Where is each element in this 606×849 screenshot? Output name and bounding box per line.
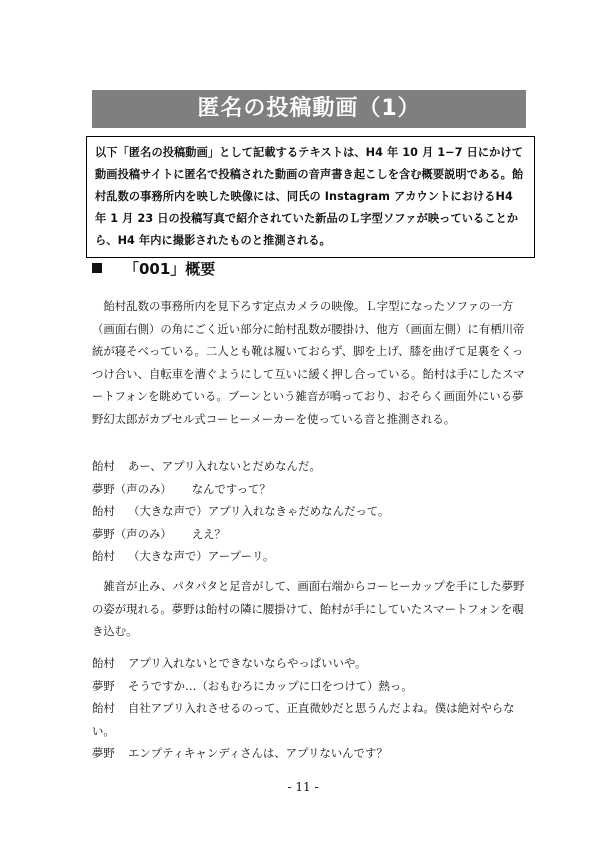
line-text: （大きな声で）アプリ入れなきゃだめなんだって。 — [128, 504, 390, 519]
line-text: エンプティキャンディさんは、アプリないんです？ — [128, 746, 388, 761]
line-text: なんですって？ — [191, 481, 271, 496]
speaker: 飴村 — [92, 504, 115, 519]
speaker: 夢野 — [92, 746, 115, 761]
body-paragraph-1 — [92, 295, 526, 431]
square-bullet-icon — [92, 263, 102, 273]
page-number: - 11 - — [287, 780, 319, 794]
paragraph-text: 雑音が止み、パタパタと足音がして、画面右端からコーヒーカップを手にした夢野の姿が現れる。夢野は飴村の隣に腰掛けて、飴村が手にしていたスマートフォンを覗き込む。 — [92, 579, 525, 639]
dialog-line — [92, 742, 526, 765]
dialog-line — [92, 523, 526, 546]
section-heading — [92, 258, 215, 280]
page-title: 匿名の投稿動画（1） — [92, 90, 526, 128]
speaker: 飴村 — [92, 701, 115, 716]
summary-box — [86, 136, 535, 258]
dialog-line — [92, 652, 526, 675]
summary-text: 以下「匿名の投稿動画」として記載するテキストは、H4 年 10 月 1−7 日にかけて動画投稿サイトに匿名で投稿された動画の音声書き起こしを含む概要説明である。飴村乱数の事務所内を映した映像には、同氏の Instagram アカウントにおけるH4 年 1 月 23 日の投稿写真で紹介されていた新品のＬ字型ソファが映っていることから、H4 年内に撮影されたものと推測される。 — [95, 146, 524, 247]
line-text: そうですか…（おもむろにカップに口をつけて）熱っ。 — [128, 678, 413, 693]
line-text: ええ？ — [191, 526, 226, 541]
dialog-line — [92, 675, 526, 698]
speaker: 飴村 — [92, 459, 115, 473]
dialog-line — [92, 545, 526, 568]
speaker: 夢野（声のみ） — [92, 526, 172, 541]
section-heading-text: 「001」概要 — [124, 260, 216, 278]
line-text: アプリ入れないとできないならやっぱいいや。 — [128, 656, 367, 670]
dialog-line — [92, 500, 526, 523]
dialog-line — [92, 478, 526, 501]
speaker: 飴村 — [92, 549, 115, 564]
speaker: 飴村 — [92, 656, 115, 670]
dialog-line — [92, 455, 526, 478]
dialog-block-2 — [92, 652, 526, 765]
dialog-block-1 — [92, 455, 526, 568]
body-paragraph-2 — [92, 575, 526, 643]
line-text: （大きな声で）アープーリ。 — [128, 549, 275, 564]
speaker: 夢野（声のみ） — [92, 481, 172, 496]
paragraph-text: 飴村乱数の事務所内を見下ろす定点カメラの映像。Ｌ字型になったソファの一方（画面右側）の角にごく近い部分に飴村乱数が腰掛け、他方（画面左側）に有栖川帝統が寝そべっている。二人とも靴は履いておらず、脚を上げ、膝を曲げて足裏をくっつけ合い、自転車を漕ぐようにして互いに緩く押し合っている。飴村は手にしたスマートフォンを眺めている。ブーンという雑音が鳴っており、おそらく画面外にいる夢野幻太郎がカプセル式コーヒーメーカーを使っている音と推測される。 — [92, 299, 525, 426]
line-text: 自社アプリ入れさせるのって、正直微妙だと思うんだよね。僕は絶対やらない。 — [92, 701, 515, 738]
dialog-line — [92, 697, 526, 742]
line-text: あー、アプリ入れないとだめなんだ。 — [128, 459, 321, 473]
speaker: 夢野 — [92, 678, 115, 693]
